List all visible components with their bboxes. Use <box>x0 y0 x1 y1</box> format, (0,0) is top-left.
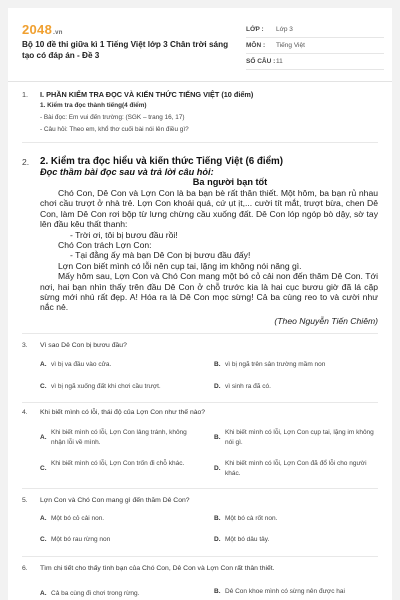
story-paragraph: - Tại đằng ấy mà bạn Dê Con bị bươu đầu đấy! <box>70 250 251 261</box>
story-title: Ba người bạn tốt <box>192 177 268 187</box>
section-reading-comprehension <box>8 156 392 336</box>
story-paragraph: Chó Con, Dê Con và Lợn Con là ba bạn bè rất thân thiết. Một hôm, ba bạn rủ nhau chơi cầu trượt ở nhà trẻ. Lợn Con khoái quá, cứ ụt ịt,... cười tít mắt, trượt bừa, chen Dê Con, làm Dê Con rơi bộp từ lưng chừng cầu xuống đất. Dê Con lóp ngóp bò dậy, sờ tay lên đầu kêu thất thanh: <box>40 188 378 230</box>
question-text: Vì sao Dê Con bị bươu đầu? <box>40 342 127 349</box>
story-text <box>40 188 378 313</box>
section-title: I. PHẦN KIỂM TRA ĐỌC VÀ KIẾN THỨC TIẾNG VIỆT (10 điểm) <box>40 90 254 99</box>
site-logo[interactable]: 2048.vn <box>22 22 63 37</box>
story-paragraph: Mấy hôm sau, Lợn Con và Chó Con mang một bó cỏ cải non đến thăm Dê Con. Tới nơi, hai bạn nhìn thấy trên đầu Dê Con ở chỗ trước kia là hai cục bươu giờ đã lá cặp sừng mới nhú rất đẹp. A! Hóa ra là Dê Con mọc sừng! Cả ba cùng reo to và cười như nắc nẻ. <box>40 271 378 313</box>
divider <box>22 333 378 334</box>
story-paragraph: Lợn Con biết mình có lỗi nên cụp tai, lặng im không nói năng gì. <box>58 260 302 271</box>
question-number: 2. <box>22 157 30 167</box>
meta-subject: MÔN : Tiếng Việt <box>246 38 384 54</box>
document-meta <box>246 22 384 70</box>
question-text: Tìm chi tiết cho thấy tình bạn của Chó Con, Dê Con và Lợn Con rất thân thiết. <box>40 565 275 572</box>
document-title: Bộ 10 đề thi giữa kì 1 Tiếng Việt lớp 3 Chân trời sáng tạo có đáp án - Đề 3 <box>22 40 229 60</box>
question-text: Khi biết mình có lỗi, thái độ của Lợn Con như thế nào? <box>40 409 206 416</box>
divider <box>22 488 378 489</box>
section-line: - Bài đọc: Em vui đến trường: (SGK – trang 16, 17) <box>40 114 185 121</box>
story-paragraph: - Trời ơi, tôi bị bươu đầu rồi! <box>70 229 178 240</box>
section-title: 2. Kiểm tra đọc hiểu và kiến thức Tiếng Việt (6 điểm) <box>40 156 284 167</box>
question-number: 3. <box>22 342 28 349</box>
section-line: - Câu hỏi: Theo em, khổ thơ cuối bài nói lên điều gì? <box>40 126 189 133</box>
question-number: 6. <box>22 565 28 572</box>
question-text: Lợn Con và Chó Con mang gì đến thăm Dê Con? <box>40 497 190 504</box>
divider <box>22 402 378 403</box>
question-number: 1. <box>22 90 29 99</box>
question-number: 5. <box>22 497 28 504</box>
question-number: 4. <box>22 409 28 416</box>
divider <box>22 556 378 557</box>
section-subtitle: Đọc thầm bài đọc sau và trả lời câu hỏi: <box>40 167 214 177</box>
story-paragraph: Chó Con trách Lợn Con: <box>58 240 152 251</box>
section-reading-aloud <box>8 90 392 150</box>
divider <box>22 142 378 143</box>
document-header <box>8 8 392 82</box>
document-page: 2048.vn Bộ 10 đề thi giữa kì 1 Tiếng Việt lớp 3 Chân trời sáng tạo có đáp án - Đề 3 LỚP : Lớp 3 MÔN : Tiếng Việt SỐ CÂU : 11 1. I. PHẦN KIỂM TRA ĐỌC VÀ KIẾN THỨC TIẾNG VIỆT (10 điểm) 1. Kiểm tra đọc thành tiếng(4 điểm) - Bài đọc: Em vui đến trường: (SGK – trang 16, 17) - Câu hỏi: Theo em, khổ thơ cuối bài nói lên điều gì? 2. 2. Kiểm tra đọc hiểu và kiến thức Tiếng Việt (6 điểm) Đọc thầm bài đọc sau và trả lời câu hỏi: Ba người bạn tốt Chó Con, Dê Con và Lợn Con là ba bạn bè rất thân thiết. Một hôm, ba bạn rủ nhau chơi cầu trượt ở nhà trẻ. Lợn Con khoái quá, cứ ụt ịt,... cười tít mắt, trượt bừa, chen Dê Con, làm Dê Con rơi bộp từ lưng chừng cầu xuống đất. Dê Con lóp ngóp bò dậy, sờ tay lên đầu kêu thất thanh: - Trời ơi, tôi bị bươu đầu rồi! Chó Con trách Lợn Con: - Tại đằng ấy mà bạn Dê Con bị bươu đầu đấy! Lợn Con biết mình có lỗi nên cụp tai, lặng im không nói năng gì. Mấy hôm sau, Lợn Con và Chó Con mang một bó cỏ cải non đến thăm Dê Con. Tới nơi, hai bạn nhìn thấy trên đầu Dê Con ở chỗ trước kia là hai cục bươu giờ đã lá cặp sừng mới nhú rất đẹp. A! Hóa ra là Dê Con mọc sừng! Cả ba cùng reo to và cười như nắc nẻ. (Theo Nguyễn Tiến Chiêm) 3. Vì sao Dê Con bị bươu đầu? A. vì bị va đầu vào cửa. B. vì bị ngã trên sân trường mầm non C. vì bị ngã xuống đất khi chơi cầu trượt. D. vì sinh ra đã có. 4. Khi biết mình có lỗi, thái độ của Lợn Con như thế nào? A. Khi biết mình có lỗi, Lợn Con lảng tránh, không nhận lỗi về mình. B. Khi biết mình có lỗi, Lợn Con cụp tai, lặng im không nói gì. C. Khi biết mình có lỗi, Lợn Con trốn đi chỗ khác. D. Khi biết mình có lỗi, Lợn Con đã đổ lỗi cho người khác. 5. Lợn Con và Chó Con mang gì đến thăm Dê Con? A. Một bó cỏ cải non. B. Một bó cà rốt non. C. Một bó rau rừng non D. Một bó dâu tây. 6. Tìm chi tiết cho thấy tình bạn của Chó Con, Dê Con và Lợn Con rất thân thiết. A. Cả ba cùng đi chơi trong rừng. B. Dê Con khoe mình có sừng nên được hai <box>8 8 392 600</box>
meta-class: LỚP : Lớp 3 <box>246 22 384 38</box>
story-author: (Theo Nguyễn Tiến Chiêm) <box>274 316 378 326</box>
section-line: 1. Kiểm tra đọc thành tiếng(4 điểm) <box>40 102 147 109</box>
meta-question-count: SỐ CÂU : 11 <box>246 54 384 70</box>
